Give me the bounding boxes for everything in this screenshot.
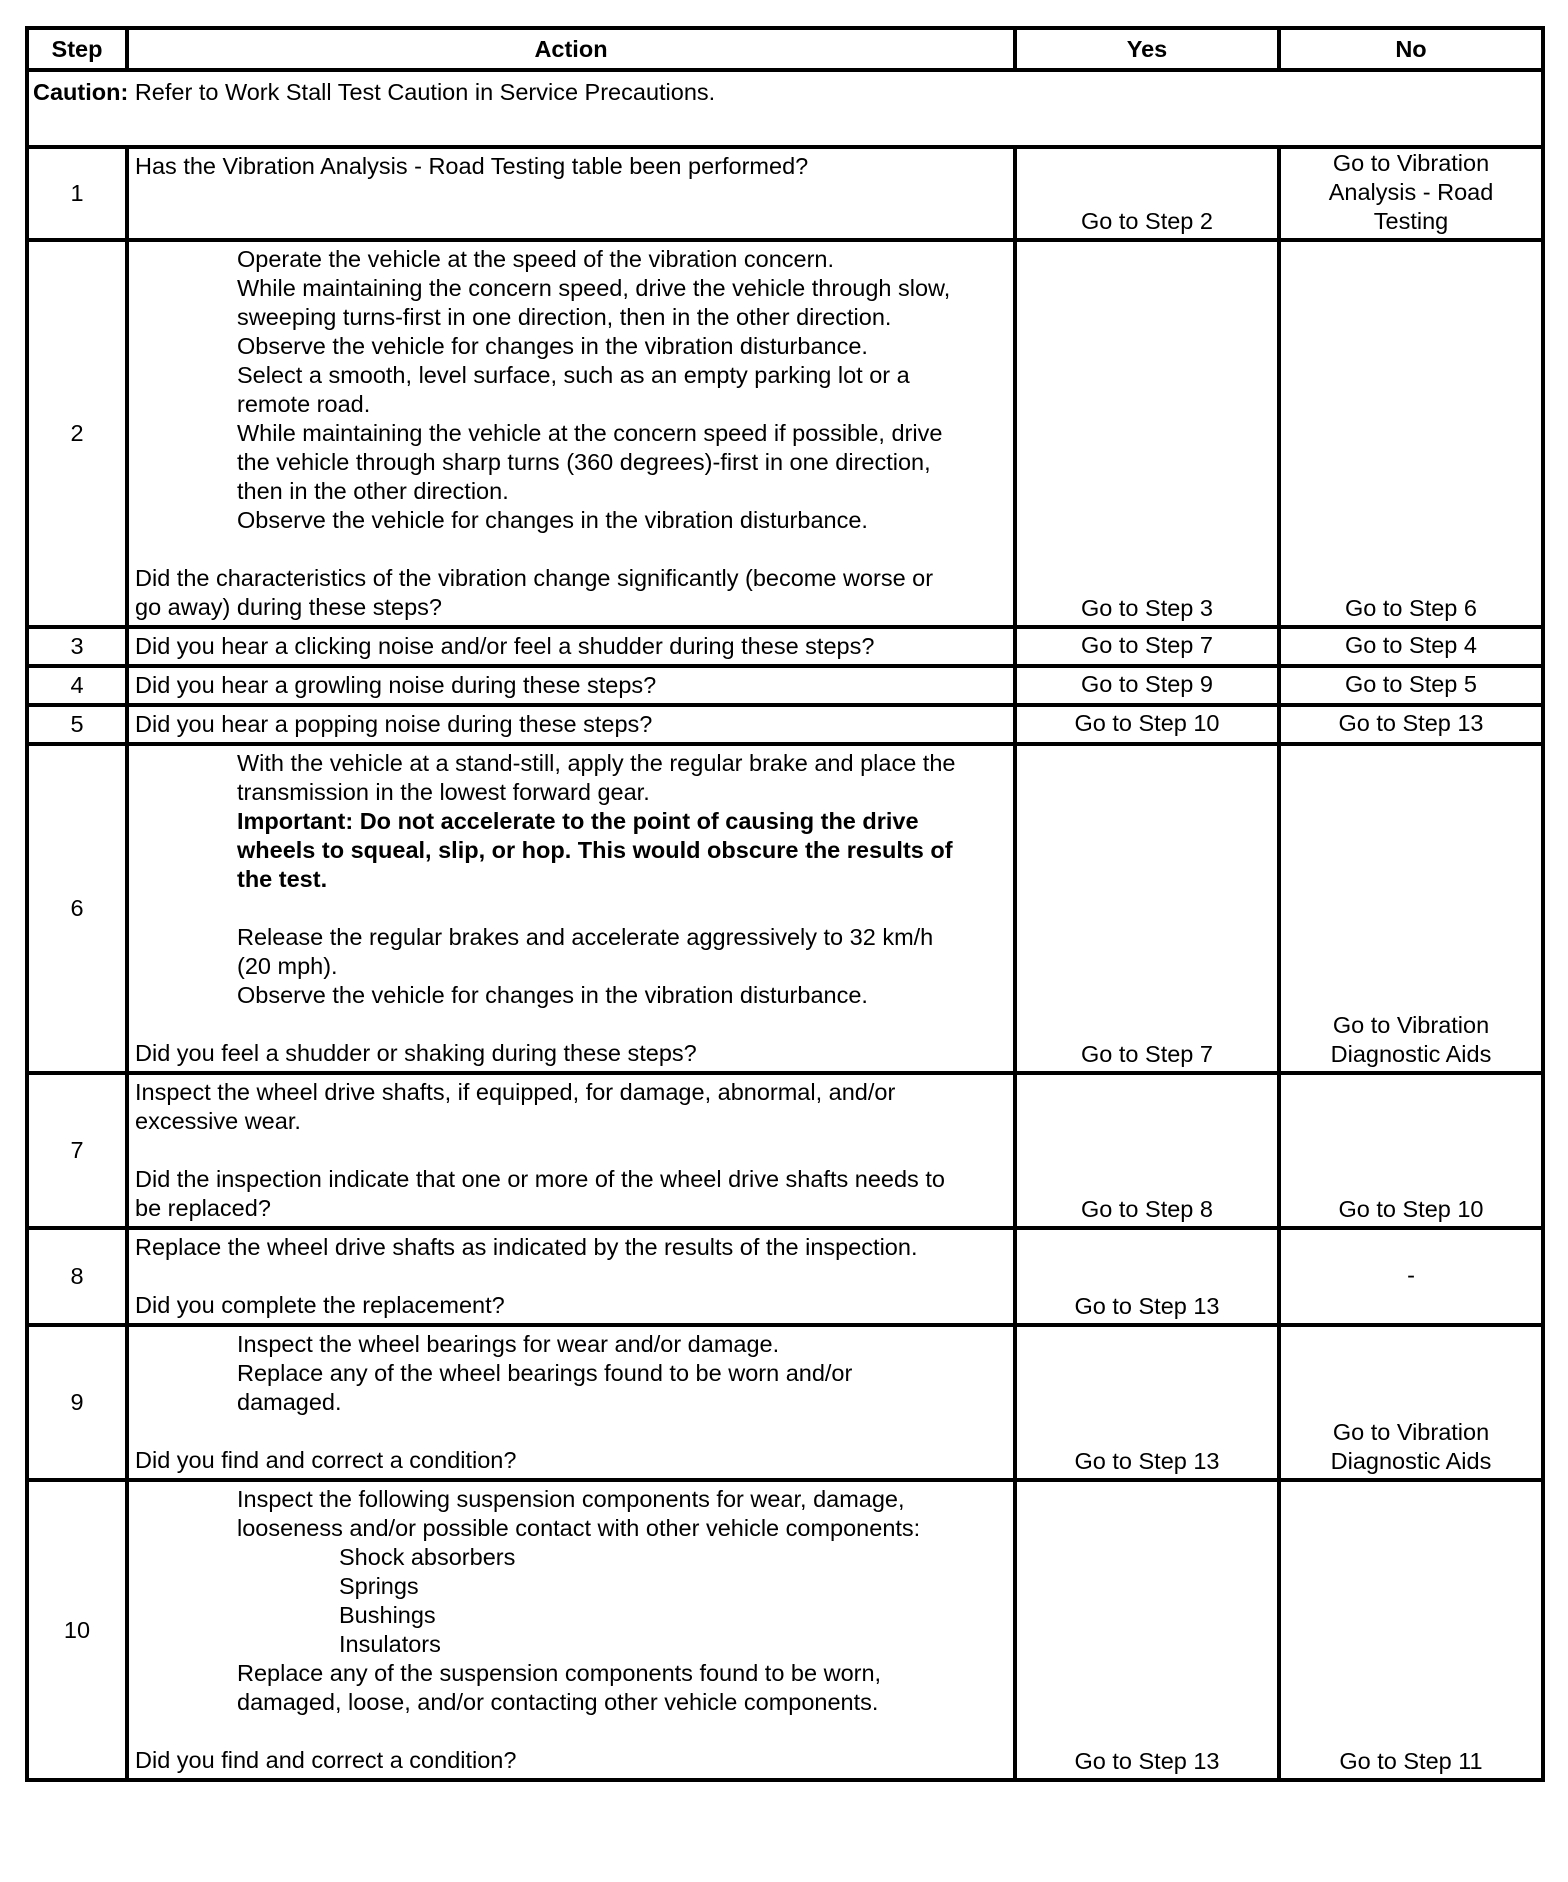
no-line: Go to Vibration [1332,1012,1490,1038]
table-row [27,1480,1543,1780]
header-yes: Yes [1015,28,1279,70]
important-note: wheels to squeal, slip, or hop. This would obscure the results of [237,837,953,863]
action-cell [127,1325,1015,1480]
no-line: Diagnostic Aids [1330,1041,1492,1067]
action-line: Observe the vehicle for changes in the vibration disturbance. [237,982,868,1008]
action-line: With the vehicle at a stand-still, apply the regular brake and place the [237,750,956,776]
table-row [27,1325,1543,1480]
no-cell: Go to Step 11 [1279,1480,1543,1780]
no-line: Diagnostic Aids [1330,1448,1492,1474]
action-line: Replace the wheel drive shafts as indicated by the results of the inspection. [135,1234,918,1260]
component-item: Bushings [339,1602,436,1628]
caution-cell [27,70,1543,147]
action-cell: Did you hear a clicking noise and/or feel a shudder during these steps? [127,627,1015,666]
action-cell: Did you hear a popping noise during these steps? [127,705,1015,744]
action-line: looseness and/or possible contact with other vehicle components: [237,1515,921,1541]
action-line: Observe the vehicle for changes in the vibration disturbance. [237,507,868,533]
no-cell [1279,147,1543,240]
action-line: then in the other direction. [237,478,509,504]
yes-cell: Go to Step 9 [1015,666,1279,705]
step-number: 10 [27,1480,127,1780]
no-cell: - [1279,1228,1543,1325]
no-cell [1279,744,1543,1073]
step-number: 2 [27,240,127,627]
action-cell [127,1480,1015,1780]
action-instructions [135,1659,1005,1717]
caution-text: Refer to Work Stall Test Caution in Service Precautions. [128,79,716,105]
action-question: Did you feel a shudder or shaking during these steps? [135,1040,697,1066]
yes-cell: Go to Step 10 [1015,705,1279,744]
important-note: the test. [237,866,328,892]
action-line: (20 mph). [237,953,338,979]
no-cell: Go to Step 13 [1279,705,1543,744]
step-number: 7 [27,1073,127,1228]
table-row [27,705,1543,744]
action-question: Did you complete the replacement? [135,1292,505,1318]
caution-label: Caution: [33,79,129,105]
yes-cell: Go to Step 2 [1015,147,1279,240]
action-cell [127,1073,1015,1228]
step-number: 9 [27,1325,127,1480]
action-line: sweeping turns-first in one direction, then in the other direction. [237,304,892,330]
table-row [27,1228,1543,1325]
yes-cell: Go to Step 8 [1015,1073,1279,1228]
action-line: Select a smooth, level surface, such as an empty parking lot or a [237,362,910,388]
action-question: be replaced? [135,1195,271,1221]
action-instructions [135,1330,1005,1417]
header-no: No [1279,28,1543,70]
action-line: Has the Vibration Analysis - Road Testing table been performed? [135,153,809,179]
step-number: 8 [27,1228,127,1325]
step-number: 6 [27,744,127,1073]
caution-row [27,70,1543,147]
action-line: While maintaining the concern speed, drive the vehicle through slow, [237,275,951,301]
step-number: 4 [27,666,127,705]
no-line: Go to Vibration [1332,1419,1490,1445]
action-cell [127,744,1015,1073]
component-list [135,1543,1005,1659]
important-note: Important: Do not accelerate to the point of causing the drive [237,808,919,834]
yes-cell: Go to Step 3 [1015,240,1279,627]
action-line: Observe the vehicle for changes in the vibration disturbance. [237,333,868,359]
action-line: damaged. [237,1389,342,1415]
no-line: Go to Vibration [1332,150,1490,176]
action-line: the vehicle through sharp turns (360 degrees)-first in one direction, [237,449,931,475]
table-row [27,666,1543,705]
no-line: Testing [1373,208,1449,234]
no-line: Analysis - Road [1328,179,1494,205]
action-line: transmission in the lowest forward gear. [237,779,650,805]
action-cell [127,147,1015,240]
header-action: Action [127,28,1015,70]
table-row [27,1073,1543,1228]
action-cell [127,240,1015,627]
yes-cell: Go to Step 13 [1015,1325,1279,1480]
action-cell: Did you hear a growling noise during these steps? [127,666,1015,705]
component-item: Springs [339,1573,419,1599]
action-question: go away) during these steps? [135,594,442,620]
header-row [27,28,1543,70]
yes-cell: Go to Step 13 [1015,1480,1279,1780]
table-row [27,627,1543,666]
action-instructions [135,245,1005,535]
component-item: Shock absorbers [339,1544,516,1570]
table-row [27,147,1543,240]
action-question: Did you find and correct a condition? [135,1747,517,1773]
action-instructions [135,1485,1005,1543]
yes-cell: Go to Step 13 [1015,1228,1279,1325]
action-cell [127,1228,1015,1325]
action-line: Inspect the wheel bearings for wear and/or damage. [237,1331,780,1357]
action-line: Operate the vehicle at the speed of the vibration concern. [237,246,835,272]
action-line: Release the regular brakes and accelerate aggressively to 32 km/h [237,924,934,950]
action-line: excessive wear. [135,1108,301,1134]
no-cell [1279,1325,1543,1480]
action-line: Inspect the following suspension components for wear, damage, [237,1486,905,1512]
action-question: Did the characteristics of the vibration change significantly (become worse or [135,565,934,591]
yes-cell: Go to Step 7 [1015,627,1279,666]
yes-cell: Go to Step 7 [1015,744,1279,1073]
table-row [27,240,1543,627]
action-line: damaged, loose, and/or contacting other vehicle components. [237,1689,879,1715]
action-question: Did you find and correct a condition? [135,1447,517,1473]
step-number: 1 [27,147,127,240]
action-line: Inspect the wheel drive shafts, if equipped, for damage, abnormal, and/or [135,1079,896,1105]
action-line: Replace any of the wheel bearings found to be worn and/or [237,1360,853,1386]
action-line: Replace any of the suspension components found to be worn, [237,1660,882,1686]
diagnostic-table [25,26,1545,1782]
table-row [27,744,1543,1073]
step-number: 5 [27,705,127,744]
action-instructions [135,749,1005,1010]
component-item: Insulators [339,1631,441,1657]
no-cell: Go to Step 6 [1279,240,1543,627]
action-question: Did the inspection indicate that one or more of the wheel drive shafts needs to [135,1166,945,1192]
action-line: While maintaining the vehicle at the concern speed if possible, drive [237,420,943,446]
no-cell: Go to Step 5 [1279,666,1543,705]
action-line: remote road. [237,391,371,417]
step-number: 3 [27,627,127,666]
no-cell: Go to Step 10 [1279,1073,1543,1228]
no-cell: Go to Step 4 [1279,627,1543,666]
header-step: Step [27,28,127,70]
